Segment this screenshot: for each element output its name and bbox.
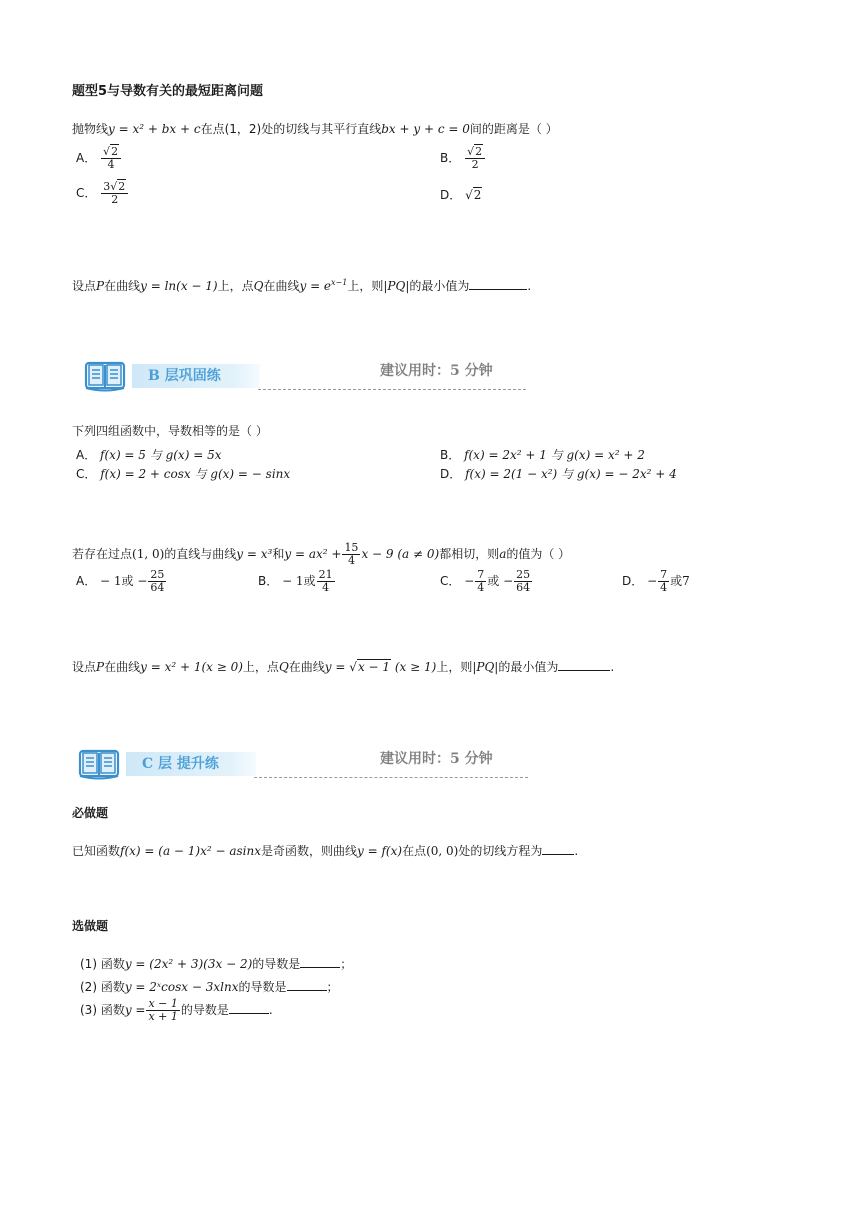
required-question: 已知函数f(x) = (a − 1)x² − asinx是奇函数，则曲线y = f(x)在点(0, 0)处的切线方程为 .: [72, 844, 579, 858]
q3-option-a[interactable]: A． f(x) = 5 与 g(x) = 5x: [76, 448, 222, 462]
q3-option-b[interactable]: B． f(x) = 2x² + 1 与 g(x) = x² + 2: [440, 448, 645, 462]
q1-option-c[interactable]: C． $\frac{3√2}{2}$: [76, 181, 129, 206]
banner-b-tag: B 层巩固练: [132, 364, 260, 388]
answer-blank[interactable]: [558, 670, 610, 671]
book-icon: [78, 748, 120, 780]
q1-option-d[interactable]: D． √2: [440, 188, 482, 202]
book-icon: [84, 360, 126, 392]
banner-c-time: 建议用时：5 分钟: [380, 751, 493, 767]
banner-b-time: 建议用时：5 分钟: [380, 363, 493, 379]
q1-option-a[interactable]: A． $\frac{√2}{4}$: [76, 146, 122, 171]
question-3-stem: 下列四组函数中，导数相等的是（ ）: [72, 424, 268, 438]
optional-title: 选做题: [72, 919, 109, 933]
required-title: 必做题: [72, 806, 109, 820]
optional-item-2: (2) 函数y = 2ˣcosx − 3xlnx的导数是 ；: [80, 980, 339, 994]
question-1-stem: 抛物线y = x² + bx + c在点(1，2)处的切线与其平行直线bx + y + c = 0间的距离是（ ）: [72, 122, 558, 136]
answer-blank[interactable]: [229, 1013, 269, 1014]
q3-option-d[interactable]: D． f(x) = 2(1 − x²) 与 g(x) = − 2x² + 4: [440, 467, 677, 481]
q1-option-b[interactable]: B． $\frac{√2}{2}$: [440, 146, 486, 171]
question-2: 设点P在曲线y = ln(x − 1)上，点Q在曲线$y = e^{x-1}$上，则|PQ|的最小值为 .: [72, 278, 532, 293]
banner-c-tag: C 层 提升练: [126, 752, 256, 776]
q4-option-b[interactable]: B． − 1或 $\frac{21}{4}$: [258, 568, 333, 594]
answer-blank[interactable]: [469, 289, 527, 290]
banner-b-divider: [258, 389, 526, 390]
section-title: 题型5与导数有关的最短距离问题: [72, 84, 264, 99]
optional-item-3: (3) 函数y = $\frac{x - 1}{x + 1}$ 的导数是 .: [80, 997, 273, 1023]
answer-blank[interactable]: [542, 854, 574, 855]
question-5: 设点P在曲线y = x² + 1(x ≥ 0)上，点Q在曲线y = √x − 1 (x ≥ 1)上，则|PQ|的最小值为 .: [72, 660, 615, 674]
optional-item-1: (1) 函数y = (2x² + 3)(3x − 2)的导数是 ；: [80, 957, 353, 971]
q4-option-d[interactable]: D． − $\frac{7}{4}$ 或7: [622, 568, 690, 594]
answer-blank[interactable]: [300, 967, 340, 968]
banner-c-divider: [254, 777, 528, 778]
q3-option-c[interactable]: C． f(x) = 2 + cosx 与 g(x) = − sinx: [76, 467, 291, 481]
q4-option-a[interactable]: A． − 1或 − $\frac{25}{64}$: [76, 568, 165, 594]
question-4-stem: 若存在过点(1, 0)的直线与曲线y = x³和y = ax² + $\frac{15}{4}$ x − 9 (a ≠ 0)都相切，则a的值为（ ）: [72, 541, 571, 567]
answer-blank[interactable]: [287, 990, 327, 991]
q4-option-c[interactable]: C． − $\frac{7}{4}$ 或 − $\frac{25}{64}$: [440, 568, 531, 594]
